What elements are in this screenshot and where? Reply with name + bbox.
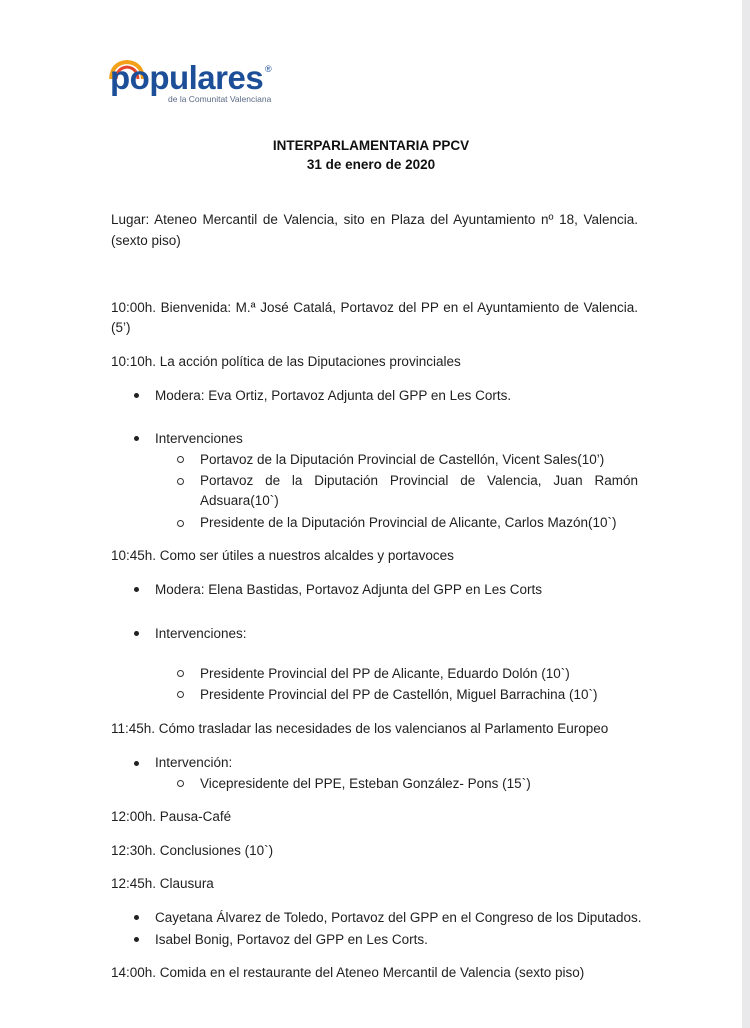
circle-bullet-icon xyxy=(177,520,184,527)
bullet-dot-icon xyxy=(134,587,139,592)
agenda-item-diputaciones: 10:10h. La acción política de las Diputaciones provinciales xyxy=(111,354,461,369)
circle-bullet-icon xyxy=(177,456,184,463)
intervention-item: Portavoz de la Diputación Provincial de Valencia, Juan Ramón xyxy=(200,473,638,488)
agenda-item-comida: 14:00h. Comida en el restaurante del Ateneo Mercantil de Valencia (sexto piso) xyxy=(111,965,585,980)
bullet-dot-icon xyxy=(134,436,139,441)
intervention-item: Presidente Provincial del PP de Castellón, Miguel Barrachina (10`) xyxy=(200,687,598,702)
agenda-welcome-line-1: 10:00h. Bienvenida: M.ª José Catalá, Portavoz del PP en el Ayuntamiento de Valencia. xyxy=(111,300,638,315)
intervention-item-continued: Adsuara(10`) xyxy=(200,493,279,508)
closing-speaker: Isabel Bonig, Portavoz del GPP en Les Corts. xyxy=(155,932,428,947)
populares-logo xyxy=(108,54,278,106)
circle-bullet-icon xyxy=(177,478,184,485)
logo-registered-mark: ® xyxy=(265,64,272,74)
circle-bullet-icon xyxy=(177,670,184,677)
document-date: 31 de enero de 2020 xyxy=(306,157,436,172)
bullet-dot-icon xyxy=(134,937,139,942)
bullet-dot-icon xyxy=(134,393,139,398)
interventions-heading: Intervención: xyxy=(155,755,233,770)
logo-word: populares xyxy=(110,59,264,96)
agenda-item-clausura: 12:45h. Clausura xyxy=(111,876,214,891)
agenda-item-alcaldes: 10:45h. Como ser útiles a nuestros alcaldes y portavoces xyxy=(111,548,454,563)
intervention-item: Presidente Provincial del PP de Alicante, Eduardo Dolón (10`) xyxy=(200,666,570,681)
document-title: INTERPARLAMENTARIA PPCV xyxy=(272,138,470,153)
circle-bullet-icon xyxy=(177,691,184,698)
interventions-heading: Intervenciones: xyxy=(155,626,247,641)
location-line-2: (sexto piso) xyxy=(111,233,181,248)
bullet-dot-icon xyxy=(134,761,139,766)
agenda-item-pausa: 12:00h. Pausa-Café xyxy=(111,809,232,824)
logo-subtitle: de la Comunitat Valenciana xyxy=(168,94,272,104)
agenda-welcome-line-2: (5’) xyxy=(111,320,131,335)
moderator-line: Modera: Elena Bastidas, Portavoz Adjunta del GPP en Les Corts xyxy=(155,582,542,597)
moderator-line: Modera: Eva Ortiz, Portavoz Adjunta del GPP en Les Corts. xyxy=(155,388,512,403)
agenda-item-parlamento: 11:45h. Cómo trasladar las necesidades de los valencianos al Parlamento Europeo xyxy=(111,721,609,736)
bullet-dot-icon xyxy=(134,915,139,920)
intervention-item: Portavoz de la Diputación Provincial de Castellón, Vicent Sales(10’) xyxy=(200,452,605,467)
interventions-heading: Intervenciones xyxy=(155,431,243,446)
circle-bullet-icon xyxy=(177,780,184,787)
intervention-item: Vicepresidente del PPE, Esteban González- Pons (15`) xyxy=(200,776,531,791)
intervention-item: Presidente de la Diputación Provincial de Alicante, Carlos Mazón(10`) xyxy=(200,515,617,530)
closing-speaker: Cayetana Álvarez de Toledo, Portavoz del GPP en el Congreso de los Diputados. xyxy=(155,910,642,925)
bullet-dot-icon xyxy=(134,631,139,636)
agenda-item-conclusiones: 12:30h. Conclusiones (10`) xyxy=(111,843,274,858)
location-line-1: Lugar: Ateneo Mercantil de Valencia, sito en Plaza del Ayuntamiento nº 18, Valencia. xyxy=(111,212,638,227)
